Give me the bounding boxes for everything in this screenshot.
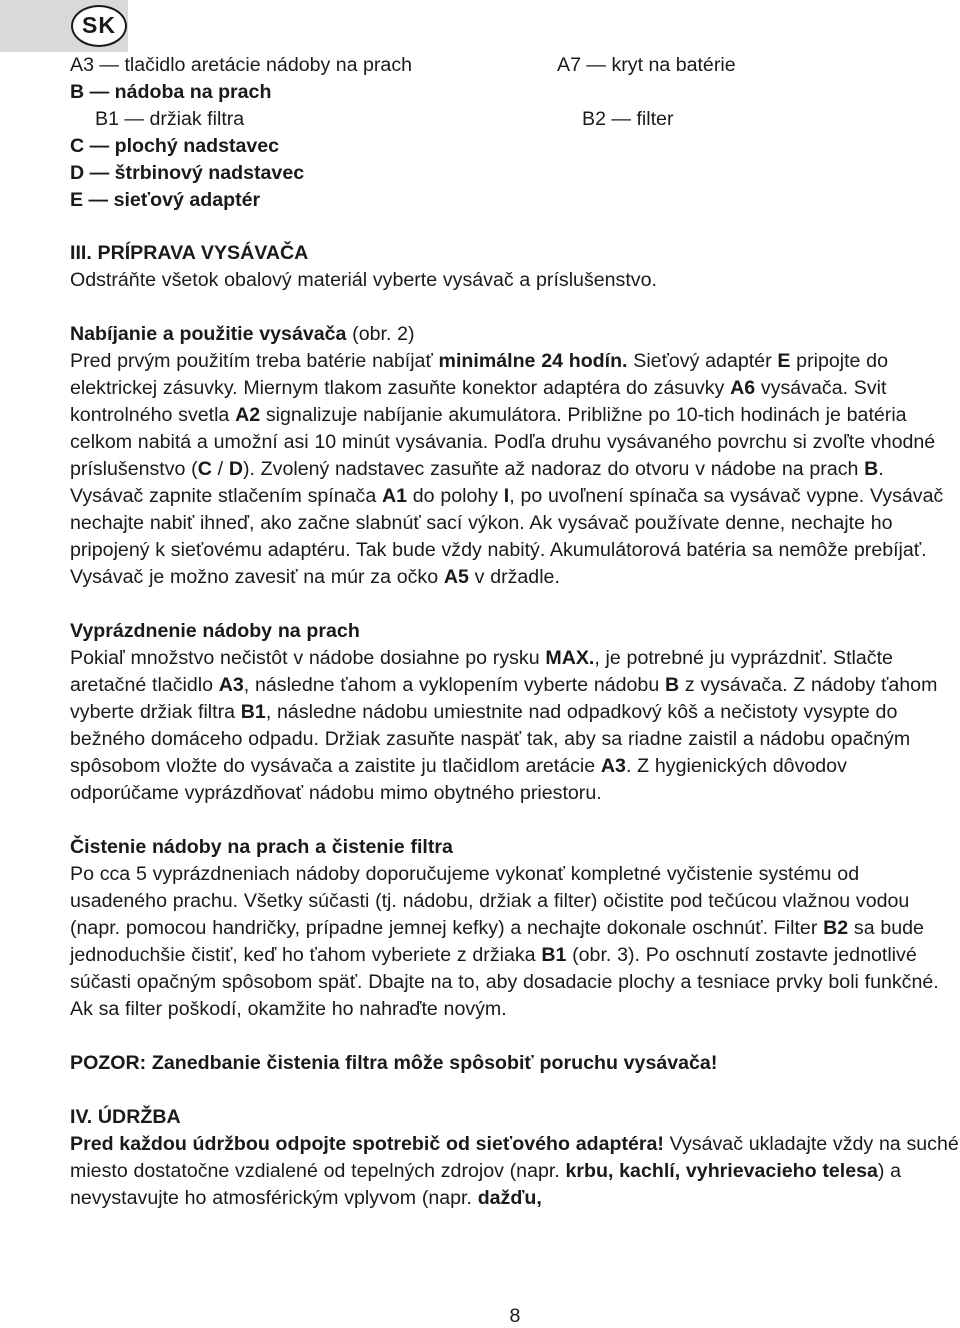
document-body: [70, 240, 960, 1212]
text-run: do polohy: [407, 485, 504, 507]
text-run-bold: A1: [381, 485, 408, 507]
part-label: nádoba na prach: [114, 81, 272, 103]
section-heading-preparation: III. PRÍPRAVA VYSÁVAČA: [70, 242, 309, 264]
text-run-bold: A3: [600, 755, 626, 777]
part-left: [70, 187, 557, 214]
list-item: [70, 106, 920, 133]
cleaning-paragraph: [70, 861, 960, 1023]
part-left: [70, 106, 582, 133]
text-run: Sieťový adaptér: [627, 350, 778, 372]
text-run-bold: A2: [235, 404, 261, 426]
text-run: Pokiaľ množstvo nečistôt v nádobe dosiahne po rysku: [70, 647, 546, 669]
part-code: A7: [557, 54, 581, 76]
list-item: [70, 133, 920, 160]
text-run-bold: B1: [541, 944, 567, 966]
text-run-bold: B2: [823, 917, 849, 939]
text-run-bold: MAX.: [545, 647, 595, 669]
text-run-bold: E: [777, 350, 791, 372]
part-label: tlačidlo aretácie nádoby na prach: [124, 54, 413, 76]
part-right: [582, 106, 673, 133]
text-run: Pred prvým použitím treba batérie nabíjať: [70, 350, 439, 372]
text-run-bold: minimálne 24 hodín.: [438, 350, 628, 372]
part-code: A3: [70, 54, 94, 76]
text-run: Po cca 5 vyprázdneniach nádoby doporučujeme vykonať kompletné vyčistenie systému od usadeného prachu. Všetky súčasti (tj. nádobu, držiak a filter) očistite pod tečúcou vlažnou vodou (napr. pomocou handričky, prípadne jemnej kefky) a nechajte dokonale oschnúť. Filter: [70, 863, 910, 939]
part-sep: —: [84, 81, 115, 103]
text-run: ). Zvolený nadstavec zasuňte až nadoraz do otvoru v nádobe na prach: [242, 458, 865, 480]
part-label: štrbinový nadstavec: [114, 162, 305, 184]
part-sep: —: [580, 54, 612, 76]
part-code: D: [70, 162, 85, 184]
part-sep: —: [83, 189, 114, 211]
part-left: [70, 160, 557, 187]
text-run-bold: krbu, kachlí, vyhrievacieho telesa: [565, 1160, 878, 1182]
text-run-bold: B: [664, 674, 680, 696]
parts-list: [70, 52, 920, 214]
warning-text: POZOR: Zanedbanie čistenia filtra môže spôsobiť poruchu vysávača!: [70, 1052, 718, 1074]
maintenance-paragraph: [70, 1131, 960, 1212]
text-run: . Z hygienických dôvodov odporúčame vyprázdňovať nádobu mimo obytného priestoru.: [70, 755, 847, 804]
part-sep: —: [84, 135, 115, 157]
charging-paragraph: [70, 348, 960, 591]
part-left: [70, 133, 557, 160]
part-code: B2: [582, 108, 606, 130]
part-label: sieťový adaptér: [113, 189, 261, 211]
part-code: B1: [95, 108, 119, 130]
section-heading-cleaning: Čistenie nádoby na prach a čistenie filtra: [70, 836, 453, 858]
text-run: vysávača. Svit kontrolného svetla: [70, 377, 887, 426]
page-number: 8: [509, 1305, 521, 1327]
text-run-bold: I: [503, 485, 510, 507]
text-run-bold: A6: [730, 377, 756, 399]
text-run: (obr. 3). Po oschnutí zostavte jednotlivé súčasti opačným spôsobom späť. Dbajte na to, aby dosadacie plochy a tesniace prvky boli funkčné. Ak sa filter poškodí, okamžite ho nahraďte novým.: [70, 944, 939, 1020]
text-run: , následne ťahom a vyklopením vyberte nádobu: [243, 674, 665, 696]
preparation-intro: Odstráňte všetok obalový materiál vyberte vysávač a príslušenstvo.: [70, 269, 657, 291]
section-heading-maintenance: IV. ÚDRŽBA: [70, 1106, 181, 1128]
text-run: . Vysávač zapnite stlačením spínača: [70, 458, 884, 507]
text-run-bold: C: [197, 458, 212, 480]
text-run: signalizuje nabíjanie akumulátora. Približne po 10-tich hodinách je batéria celkom nabitá a umožní asi 10 minút vysávania. Podľa druhu vysávaného povrchu si zvoľte vhodné príslušenstvo (: [70, 404, 936, 480]
text-run-bold: B1: [240, 701, 266, 723]
text-run: pripojte do elektrickej zásuvky. Miernym tlakom zasuňte konektor adaptéra do zásuvky: [70, 350, 888, 399]
text-run: , po uvoľnení spínača sa vysávač vypne. Vysávač nechajte nabiť ihneď, ako začne slabnúť sací výkon. Ak vysávač používate denne, nechajte ho pripojený k sieťovému adaptéru. Tak bude vždy nabitý. Akumulátorová batéria sa nemôže prebíjať. Vysávač je možno zavesiť na múr za očko: [70, 485, 944, 588]
part-code: B: [70, 81, 85, 103]
text-run-bold: A3: [218, 674, 244, 696]
text-run-bold: Pred každou údržbou odpojte spotrebič od sieťového adaptéra!: [70, 1133, 664, 1155]
part-sep: —: [93, 54, 125, 76]
part-label: kryt na batérie: [611, 54, 736, 76]
part-label: filter: [636, 108, 674, 130]
part-left: [70, 52, 557, 79]
text-run-bold: B: [864, 458, 879, 480]
charging-figure-ref: (obr. 2): [346, 323, 415, 345]
section-heading-emptying: Vyprázdnenie nádoby na prach: [70, 620, 360, 642]
list-item: [70, 160, 920, 187]
list-item: [70, 52, 920, 79]
text-run: Vysávač ukladajte vždy na suché miesto dostatočne vzdialené od tepelných zdrojov (napr.: [70, 1133, 959, 1182]
part-code: C: [70, 135, 85, 157]
language-badge: SK: [71, 5, 127, 47]
text-run-bold: D: [228, 458, 243, 480]
text-run: /: [211, 458, 229, 480]
list-item: [70, 79, 920, 106]
text-run: v držadle.: [468, 566, 560, 588]
section-heading-charging: Nabíjanie a použitie vysávača: [70, 323, 347, 345]
part-sep: —: [118, 108, 150, 130]
text-run: ) a nevystavujte ho atmosférickým vplyvom (napr.: [70, 1160, 902, 1209]
part-left: [70, 79, 557, 106]
list-item: [70, 187, 920, 214]
text-run-bold: dažďu,: [477, 1187, 542, 1209]
part-sep: —: [605, 108, 637, 130]
text-run: z vysávača. Z nádoby ťahom vyberte držiak filtra: [70, 674, 938, 723]
part-label: plochý nadstavec: [114, 135, 280, 157]
part-code: E: [70, 189, 84, 211]
text-run: sa bude jednoduchšie čistiť, keď ho ťahom vyberiete z držiaka: [70, 917, 924, 966]
text-run-bold: A5: [443, 566, 469, 588]
part-right: [557, 52, 736, 79]
text-run: , následne nádobu umiestnite nad odpadkový kôš a nečistoty vysypte do bežného domáceho odpadu. Držiak zasuňte naspäť tak, aby sa riadne zaistil a nádobu opačným spôsobom vložte do vysávača a zaistite ju tlačidlom aretácie: [70, 701, 911, 777]
emptying-paragraph: [70, 645, 960, 807]
charging-heading-line: [70, 321, 960, 348]
text-run: , je potrebné ju vyprázdniť. Stlačte aretačné tlačidlo: [70, 647, 893, 696]
part-label: držiak filtra: [149, 108, 245, 130]
part-sep: —: [84, 162, 115, 184]
